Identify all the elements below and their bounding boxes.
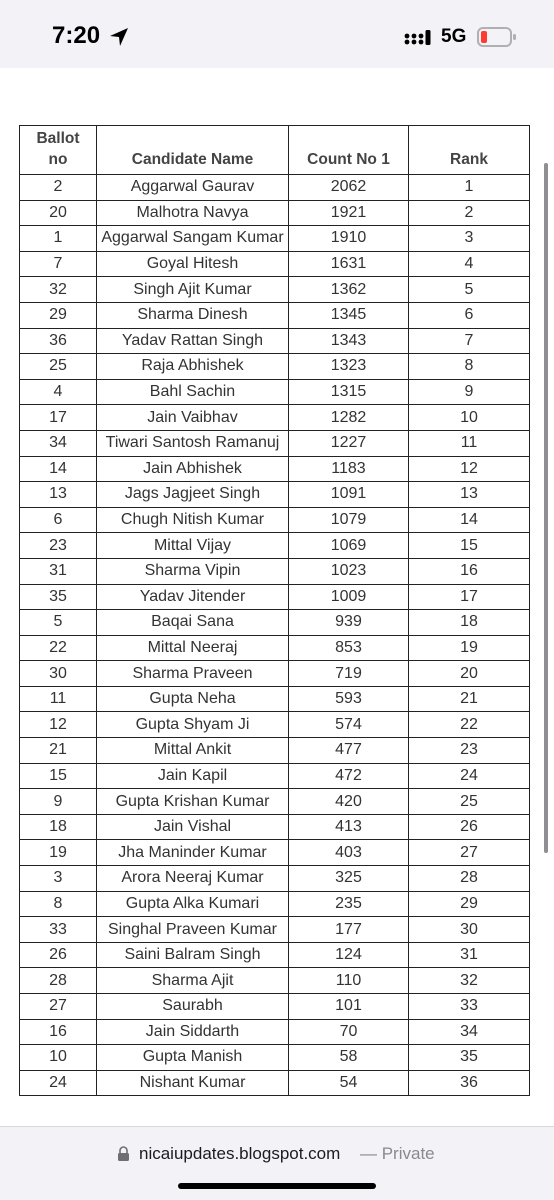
candidate-name-cell: Goyal Hitesh <box>97 251 289 277</box>
rank-cell: 9 <box>409 379 530 405</box>
ballot-no-cell: 35 <box>20 584 97 610</box>
rank-cell: 34 <box>409 1019 530 1045</box>
candidate-name-cell: Mittal Ankit <box>97 738 289 764</box>
ballot-no-cell: 15 <box>20 763 97 789</box>
rank-cell: 4 <box>409 251 530 277</box>
count-cell: 1315 <box>289 379 409 405</box>
count-cell: 124 <box>289 942 409 968</box>
candidate-name-cell: Singhal Praveen Kumar <box>97 917 289 943</box>
table-row <box>20 277 530 303</box>
ballot-no-cell: 20 <box>20 200 97 226</box>
ballot-no-cell: 22 <box>20 635 97 661</box>
table-row <box>20 175 530 201</box>
count-cell: 1069 <box>289 533 409 559</box>
candidate-name-cell: Arora Neeraj Kumar <box>97 866 289 892</box>
count-cell: 177 <box>289 917 409 943</box>
ballot-no-cell: 17 <box>20 405 97 431</box>
rank-cell: 10 <box>409 405 530 431</box>
rank-cell: 31 <box>409 942 530 968</box>
ballot-no-cell: 27 <box>20 994 97 1020</box>
rank-cell: 2 <box>409 200 530 226</box>
rank-cell: 26 <box>409 814 530 840</box>
ballot-no-cell: 9 <box>20 789 97 815</box>
ballot-no-cell: 1 <box>20 226 97 252</box>
ballot-no-cell: 6 <box>20 507 97 533</box>
ballot-no-cell: 16 <box>20 1019 97 1045</box>
results-table <box>19 125 530 1096</box>
rank-cell: 5 <box>409 277 530 303</box>
scroll-indicator[interactable] <box>544 163 548 853</box>
candidate-name-cell: Sharma Praveen <box>97 661 289 687</box>
count-cell: 1343 <box>289 328 409 354</box>
rank-cell: 6 <box>409 302 530 328</box>
table-row <box>20 584 530 610</box>
ballot-no-cell: 12 <box>20 712 97 738</box>
home-indicator[interactable] <box>178 1183 376 1189</box>
table-row <box>20 200 530 226</box>
table-row <box>20 1019 530 1045</box>
count-cell: 54 <box>289 1070 409 1096</box>
candidate-name-cell: Raja Abhishek <box>97 354 289 380</box>
table-row <box>20 405 530 431</box>
table-row <box>20 968 530 994</box>
count-cell: 403 <box>289 840 409 866</box>
table-row <box>20 251 530 277</box>
rank-cell: 35 <box>409 1045 530 1071</box>
table-row <box>20 661 530 687</box>
table-row <box>20 789 530 815</box>
candidate-name-cell: Gupta Manish <box>97 1045 289 1071</box>
rank-cell: 33 <box>409 994 530 1020</box>
candidate-name-cell: Jain Abhishek <box>97 456 289 482</box>
rank-cell: 14 <box>409 507 530 533</box>
candidate-name-cell: Gupta Shyam Ji <box>97 712 289 738</box>
table-row <box>20 994 530 1020</box>
ballot-no-cell: 28 <box>20 968 97 994</box>
count-cell: 1910 <box>289 226 409 252</box>
rank-cell: 36 <box>409 1070 530 1096</box>
status-time: 7:20 <box>52 22 101 49</box>
table-row <box>20 1070 530 1096</box>
table-row <box>20 302 530 328</box>
table-row <box>20 891 530 917</box>
ballot-no-cell: 24 <box>20 1070 97 1096</box>
table-row <box>20 917 530 943</box>
candidate-name-cell: Aggarwal Sangam Kumar <box>97 226 289 252</box>
table-row <box>20 328 530 354</box>
rank-cell: 22 <box>409 712 530 738</box>
rank-cell: 21 <box>409 686 530 712</box>
table-row <box>20 226 530 252</box>
ballot-no-cell: 2 <box>20 175 97 201</box>
ballot-no-cell: 23 <box>20 533 97 559</box>
count-cell: 110 <box>289 968 409 994</box>
count-cell: 472 <box>289 763 409 789</box>
rank-cell: 19 <box>409 635 530 661</box>
count-cell: 420 <box>289 789 409 815</box>
table-row <box>20 686 530 712</box>
candidate-name-cell: Jain Vaibhav <box>97 405 289 431</box>
ballot-no-cell: 29 <box>20 302 97 328</box>
table-row <box>20 507 530 533</box>
ballot-no-cell: 26 <box>20 942 97 968</box>
header-ballot-no: Ballot no <box>20 126 97 175</box>
table-row <box>20 533 530 559</box>
private-mode-label: — Private <box>360 1144 435 1163</box>
table-row <box>20 866 530 892</box>
ballot-no-cell: 5 <box>20 610 97 636</box>
candidate-name-cell: Yadav Jitender <box>97 584 289 610</box>
candidate-name-cell: Tiwari Santosh Ramanuj <box>97 430 289 456</box>
rank-cell: 15 <box>409 533 530 559</box>
count-cell: 70 <box>289 1019 409 1045</box>
rank-cell: 24 <box>409 763 530 789</box>
url-address[interactable]: nicaiupdates.blogspot.com <box>139 1144 341 1163</box>
rank-cell: 29 <box>409 891 530 917</box>
table-row <box>20 456 530 482</box>
table-row <box>20 763 530 789</box>
header-rank: Rank <box>409 126 530 175</box>
candidate-name-cell: Gupta Alka Kumari <box>97 891 289 917</box>
candidate-name-cell: Yadav Rattan Singh <box>97 328 289 354</box>
rank-cell: 8 <box>409 354 530 380</box>
candidate-name-cell: Mittal Neeraj <box>97 635 289 661</box>
candidate-name-cell: Jags Jagjeet Singh <box>97 482 289 508</box>
candidate-name-cell: Sharma Ajit <box>97 968 289 994</box>
candidate-name-cell: Chugh Nitish Kumar <box>97 507 289 533</box>
count-cell: 1183 <box>289 456 409 482</box>
table-row <box>20 814 530 840</box>
rank-cell: 13 <box>409 482 530 508</box>
battery-low-icon <box>477 26 517 48</box>
candidate-name-cell: Jain Siddarth <box>97 1019 289 1045</box>
candidate-name-cell: Sharma Vipin <box>97 558 289 584</box>
table-row <box>20 354 530 380</box>
ballot-no-cell: 4 <box>20 379 97 405</box>
table-row <box>20 840 530 866</box>
candidate-name-cell: Nishant Kumar <box>97 1070 289 1096</box>
count-cell: 1091 <box>289 482 409 508</box>
count-cell: 574 <box>289 712 409 738</box>
candidate-name-cell: Saini Balram Singh <box>97 942 289 968</box>
count-cell: 593 <box>289 686 409 712</box>
table-header-row <box>20 126 530 175</box>
candidate-name-cell: Baqai Sana <box>97 610 289 636</box>
ballot-no-cell: 25 <box>20 354 97 380</box>
candidate-name-cell: Jha Maninder Kumar <box>97 840 289 866</box>
rank-cell: 30 <box>409 917 530 943</box>
table-row <box>20 482 530 508</box>
table-row <box>20 1045 530 1071</box>
count-cell: 58 <box>289 1045 409 1071</box>
ballot-no-cell: 30 <box>20 661 97 687</box>
table-row <box>20 942 530 968</box>
rank-cell: 16 <box>409 558 530 584</box>
count-cell: 101 <box>289 994 409 1020</box>
count-cell: 1921 <box>289 200 409 226</box>
count-cell: 1323 <box>289 354 409 380</box>
candidate-name-cell: Mittal Vijay <box>97 533 289 559</box>
ballot-no-cell: 31 <box>20 558 97 584</box>
header-count: Count No 1 <box>289 126 409 175</box>
rank-cell: 28 <box>409 866 530 892</box>
ballot-no-cell: 3 <box>20 866 97 892</box>
table-row <box>20 738 530 764</box>
ballot-no-cell: 21 <box>20 738 97 764</box>
cellular-signal-icon <box>404 28 434 46</box>
count-cell: 1282 <box>289 405 409 431</box>
table-row <box>20 430 530 456</box>
rank-cell: 25 <box>409 789 530 815</box>
candidate-name-cell: Gupta Neha <box>97 686 289 712</box>
count-cell: 1079 <box>289 507 409 533</box>
rank-cell: 11 <box>409 430 530 456</box>
candidate-name-cell: Bahl Sachin <box>97 379 289 405</box>
candidate-name-cell: Singh Ajit Kumar <box>97 277 289 303</box>
rank-cell: 32 <box>409 968 530 994</box>
count-cell: 1227 <box>289 430 409 456</box>
candidate-name-cell: Jain Vishal <box>97 814 289 840</box>
count-cell: 235 <box>289 891 409 917</box>
rank-cell: 18 <box>409 610 530 636</box>
location-arrow-icon <box>108 26 130 48</box>
table-row <box>20 379 530 405</box>
ballot-no-cell: 7 <box>20 251 97 277</box>
ballot-no-cell: 36 <box>20 328 97 354</box>
candidate-name-cell: Gupta Krishan Kumar <box>97 789 289 815</box>
table-row <box>20 635 530 661</box>
ballot-no-cell: 14 <box>20 456 97 482</box>
rank-cell: 12 <box>409 456 530 482</box>
ballot-no-cell: 19 <box>20 840 97 866</box>
candidate-name-cell: Saurabh <box>97 994 289 1020</box>
candidate-name-cell: Malhotra Navya <box>97 200 289 226</box>
count-cell: 2062 <box>289 175 409 201</box>
network-type-label: 5G <box>441 26 467 47</box>
rank-cell: 23 <box>409 738 530 764</box>
count-cell: 325 <box>289 866 409 892</box>
count-cell: 1631 <box>289 251 409 277</box>
ballot-no-cell: 32 <box>20 277 97 303</box>
rank-cell: 27 <box>409 840 530 866</box>
web-content[interactable] <box>0 68 554 1126</box>
count-cell: 1345 <box>289 302 409 328</box>
table-row <box>20 712 530 738</box>
count-cell: 477 <box>289 738 409 764</box>
count-cell: 853 <box>289 635 409 661</box>
status-bar <box>0 0 554 68</box>
count-cell: 719 <box>289 661 409 687</box>
ballot-no-cell: 33 <box>20 917 97 943</box>
rank-cell: 20 <box>409 661 530 687</box>
table-body <box>20 175 530 1096</box>
rank-cell: 7 <box>409 328 530 354</box>
count-cell: 1362 <box>289 277 409 303</box>
rank-cell: 3 <box>409 226 530 252</box>
table-row <box>20 610 530 636</box>
count-cell: 413 <box>289 814 409 840</box>
rank-cell: 1 <box>409 175 530 201</box>
ballot-no-cell: 13 <box>20 482 97 508</box>
browser-bottom-bar <box>0 1126 554 1200</box>
candidate-name-cell: Sharma Dinesh <box>97 302 289 328</box>
ballot-no-cell: 11 <box>20 686 97 712</box>
table-row <box>20 558 530 584</box>
count-cell: 1023 <box>289 558 409 584</box>
header-candidate-name: Candidate Name <box>97 126 289 175</box>
ballot-no-cell: 34 <box>20 430 97 456</box>
candidate-name-cell: Aggarwal Gaurav <box>97 175 289 201</box>
count-cell: 939 <box>289 610 409 636</box>
ballot-no-cell: 10 <box>20 1045 97 1071</box>
candidate-name-cell: Jain Kapil <box>97 763 289 789</box>
ballot-no-cell: 8 <box>20 891 97 917</box>
count-cell: 1009 <box>289 584 409 610</box>
lock-icon <box>117 1146 130 1162</box>
ballot-no-cell: 18 <box>20 814 97 840</box>
rank-cell: 17 <box>409 584 530 610</box>
